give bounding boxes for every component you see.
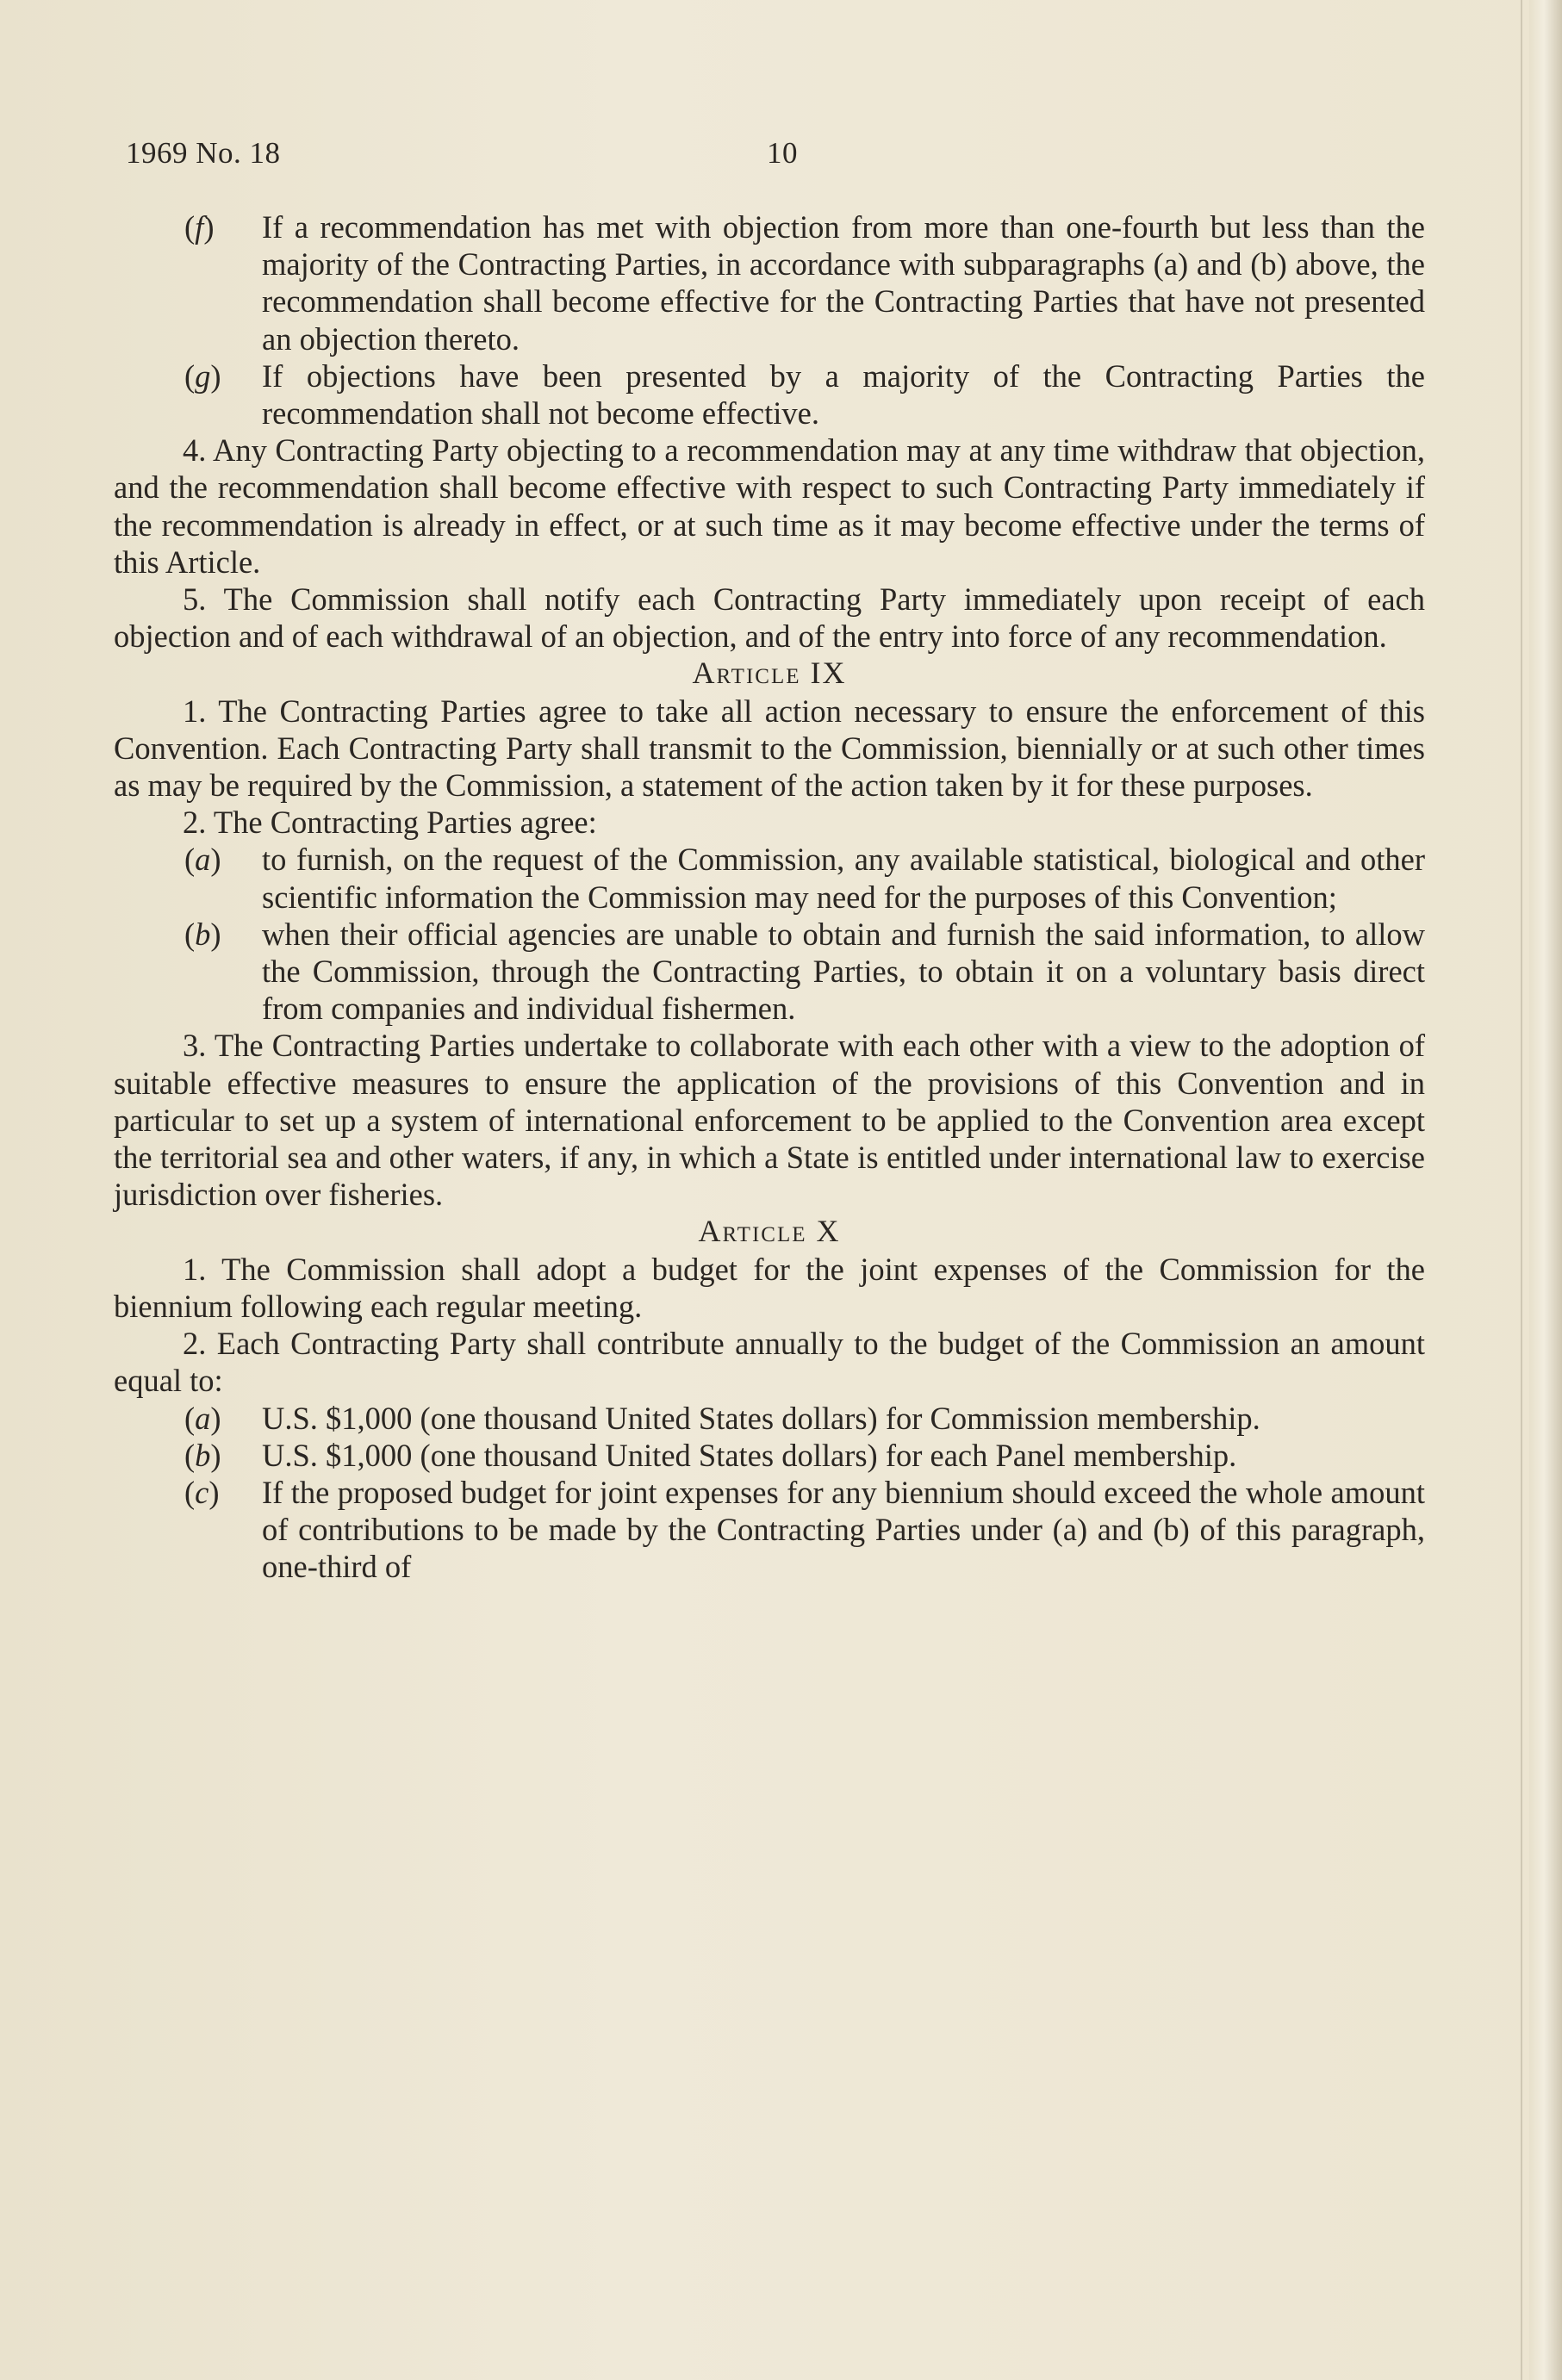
subparagraph-text: If objections have been presented by a majority of the Contracting Parties the recommendation shall not become effective. [262,357,1425,432]
subparagraph-f [114,208,1425,357]
page-edge-line [1521,0,1522,2380]
article9-subparagraph-a [114,841,1425,915]
article-heading: Article X [698,1214,841,1249]
subparagraph-label: (a) [184,1400,221,1436]
subparagraph-text: If the proposed budget for joint expenses for any biennium should exceed the whole amount of contributions to be made by the Contracting Parties under (a) and (b) of this paragraph, one-third of [262,1474,1425,1585]
subparagraph-label: (f) [184,209,215,245]
article10-paragraph-2: 2. Each Contracting Party shall contribute annually to the budget of the Commission an amount equal to: [114,1326,1425,1399]
page-edge [1529,0,1562,2380]
document-body [114,208,1425,1586]
article-heading: Article IX [692,656,847,691]
article9-paragraph-1: 1. The Contracting Parties agree to take all action necessary to ensure the enforcement of this Convention. Each Contracting Party shall transmit to the Commission, biennially or at such other times as may be required by the Commission, a statement of the action taken by it for these purposes. [114,693,1425,804]
article9-subparagraph-b [114,916,1425,1028]
article9-paragraph-2: 2. The Contracting Parties agree: [183,805,597,841]
article10-subparagraph-c [114,1474,1425,1586]
subparagraph-text: U.S. $1,000 (one thousand United States dollars) for each Panel membership. [262,1437,1237,1473]
article10-subparagraph-b [114,1437,1425,1474]
paragraph-4: 4. Any Contracting Party objecting to a recommendation may at any time withdraw that objection, and the recommendation shall become effective with respect to such Contracting Party immediately if the recommendation is already in effect, or at such time as it may become effective under the terms of this Article. [114,432,1425,580]
subparagraph-label: (b) [184,916,221,952]
subparagraph-text: to furnish, on the request of the Commission, any available statistical, biological and other scientific information the Commission may need for the purposes of this Convention; [262,842,1425,915]
subparagraph-text: when their official agencies are unable to obtain and furnish the said information, to allow the Commission, through the Contracting Parties, to obtain it on a voluntary basis direct from companies and individual fishermen. [262,916,1425,1027]
article10-subparagraph-a [114,1400,1425,1437]
page-header [126,136,1418,179]
subparagraph-label: (c) [184,1474,220,1510]
header-year-number: 1969 No. 18 [126,136,281,170]
subparagraph-label: (a) [184,842,221,878]
subparagraph-label: (g) [184,357,221,394]
subparagraph-text: U.S. $1,000 (one thousand United States dollars) for Commission membership. [262,1400,1260,1436]
subparagraph-text: If a recommendation has met with objection from more than one-fourth but less than the majority of the Contracting Parties, in accordance with subparagraphs (a) and (b) above, the recommendation shall become effective for the Contracting Parties that have not presented an objection thereto. [262,209,1425,357]
article10-paragraph-1: 1. The Commission shall adopt a budget for the joint expenses of the Commission for the biennium following each regular meeting. [114,1251,1425,1324]
paragraph-5: 5. The Commission shall notify each Contracting Party immediately upon receipt of each objection and of each withdrawal of an objection, and of the entry into force of any recommendation. [114,581,1425,655]
article9-paragraph-3: 3. The Contracting Parties undertake to collaborate with each other with a view to the adoption of suitable effective measures to ensure the application of the provisions of this Convention and in particular to set up a system of international enforcement to be applied to the Convention area except the territorial sea and other waters, if any, in which a State is entitled under international law to exercise jurisdiction over fisheries. [114,1028,1425,1213]
subparagraph-label: (b) [184,1437,221,1473]
page-number: 10 [767,136,798,170]
subparagraph-g [114,357,1425,432]
